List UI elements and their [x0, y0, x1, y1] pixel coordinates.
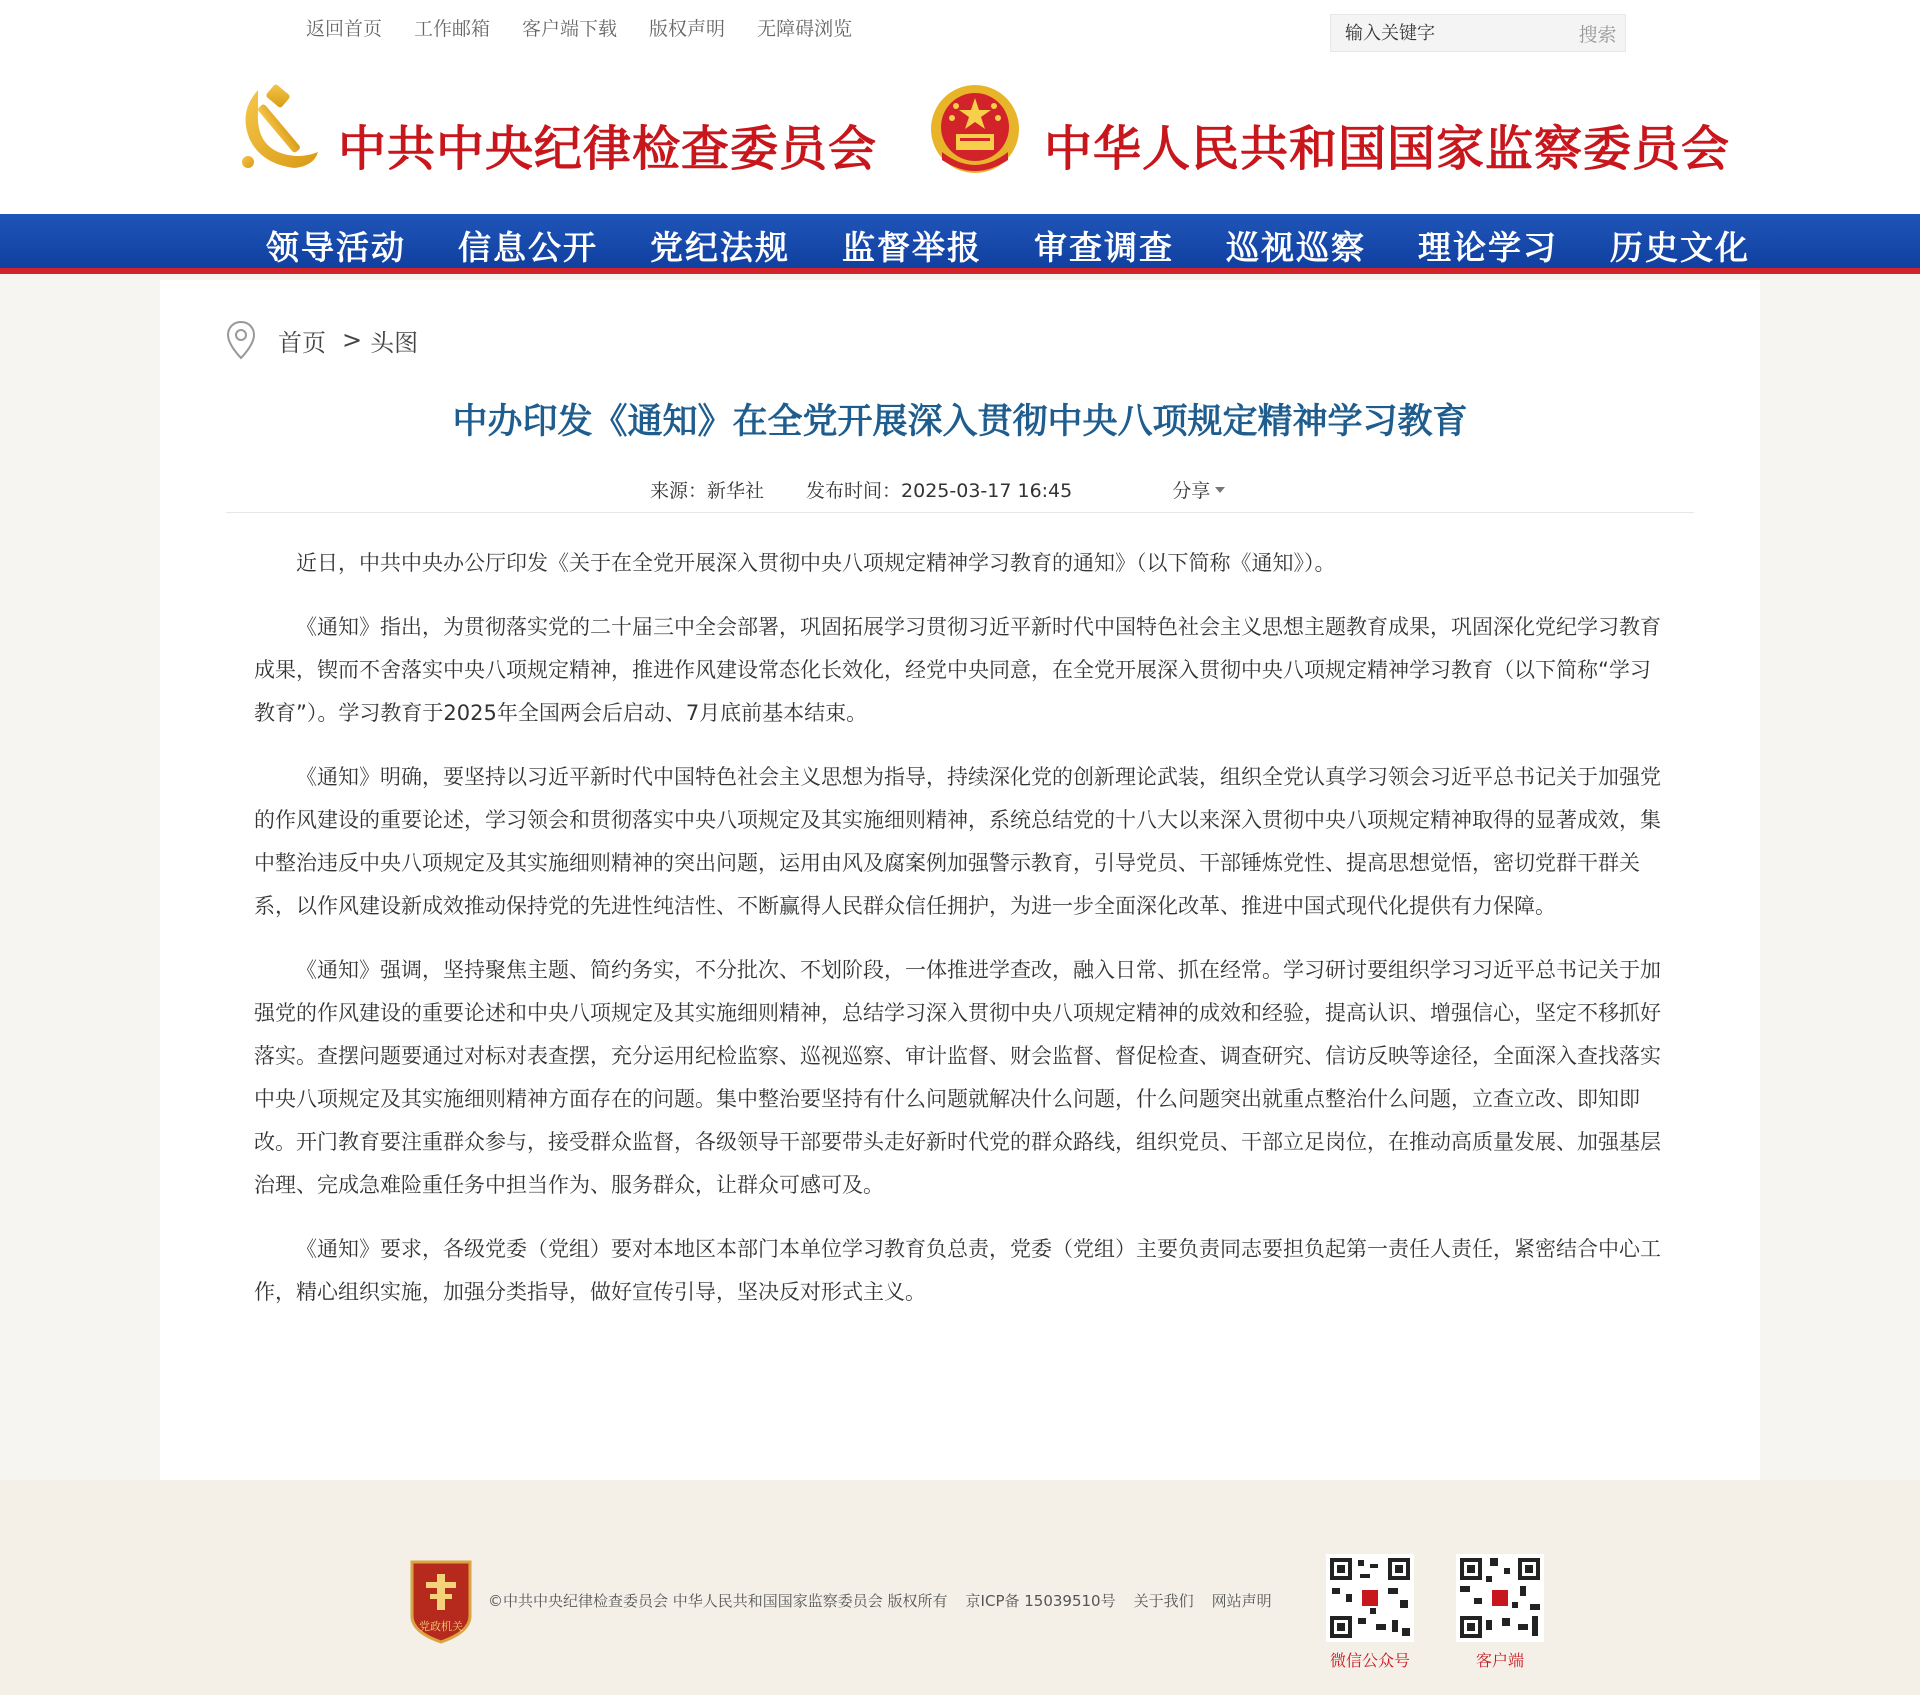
nav-item-leadership[interactable]: 领导活动: [266, 228, 406, 267]
top-link-accessibility[interactable]: 无障碍浏览: [757, 18, 853, 40]
nav-item-inspection[interactable]: 巡视巡察: [1226, 228, 1366, 267]
badge-text: 党政机关: [419, 1620, 463, 1633]
nav-item-report[interactable]: 监督举报: [842, 228, 982, 267]
breadcrumb-separator: >: [342, 326, 363, 354]
qr-label-wechat: 微信公众号: [1329, 1651, 1410, 1670]
breadcrumb: [226, 320, 418, 360]
search-button[interactable]: 搜索: [1578, 23, 1617, 46]
divider: [226, 512, 1694, 513]
nav-item-regulations[interactable]: 党纪法规: [650, 228, 790, 267]
share-button[interactable]: [1172, 476, 1225, 503]
search-box: [1330, 14, 1626, 52]
article-paragraph: 近日，中共中央办公厅印发《关于在全党开展深入贯彻中央八项规定精神学习教育的通知》（以下简称《通知》）。: [296, 551, 1336, 575]
top-links: [306, 14, 852, 41]
search-input[interactable]: [1331, 23, 1570, 44]
article-paragraph: 《通知》指出，为贯彻落实党的二十届三中全会部署，巩固拓展学习贯彻习近平新时代中国特色社会主义思想主题教育成果，巩固深化党纪学习教育成果，锲而不舍落实中央八项规定精神，推进作风建设常态化长效化，经党中央同意，在全党开展深入贯彻中央八项规定精神学习教育（以下简称“学习教育”）。学习教育于2025年全国两会后启动、7月底前基本结束。: [254, 615, 1661, 725]
top-link-mail[interactable]: 工作邮箱: [414, 18, 491, 40]
qr-label-app: 客户端: [1475, 1651, 1524, 1670]
nav-item-investigation[interactable]: 审查调查: [1034, 228, 1174, 267]
nav-item-theory[interactable]: 理论学习: [1418, 228, 1558, 267]
article-date: 发布时间：2025-03-17 16:45: [806, 480, 1073, 502]
top-link-home[interactable]: 返回首页: [306, 18, 383, 40]
article-title: 中办印发《通知》在全党开展深入贯彻中央八项规定精神学习教育: [452, 402, 1468, 442]
breadcrumb-current[interactable]: 头图: [370, 328, 419, 357]
article-meta: [650, 476, 1225, 503]
wechat-qr-icon: [1326, 1554, 1414, 1642]
article-paragraph: 《通知》强调，坚持聚焦主题、简约务实，不分批次、不划阶段，一体推进学查改，融入日常、抓在经常。学习研讨要组织学习习近平总书记关于加强党的作风建设的重要论述和中央八项规定及其实施细则精神，总结学习深入贯彻中央八项规定精神的成效和经验，提高认识、增强信心，坚定不移抓好落实。查摆问题要通过对标对表查摆，充分运用纪检监察、巡视巡察、审计监督、财会监督、督促检查、调查研究、信访反映等途径，全面深入查找落实中央八项规定及其实施细则精神方面存在的问题。集中整治要坚持有什么问题就解决什么问题，什么问题突出就重点整治什么问题，立查立改、即知即改。开门教育要注重群众参与，接受群众监督，各级领导干部要带头走好新时代党的群众路线，组织党员、干部立足岗位，在推动高质量发展、加强基层治理、完成急难险重任务中担当作为、服务群众，让群众可感可及。: [254, 958, 1661, 1197]
national-emblem-icon: [928, 82, 1022, 180]
party-emblem-icon: [228, 82, 320, 174]
location-pin-icon: [226, 320, 256, 360]
top-link-download[interactable]: 客户端下载: [522, 18, 618, 40]
article-container: [160, 280, 1760, 1480]
article-paragraph: 《通知》要求，各级党委（党组）要对本地区本部门本单位学习教育负总责，党委（党组）主要负责同志要担负起第一责任人责任，紧密结合中心工作，精心组织实施，加强分类指导，做好宣传引导，坚决反对形式主义。: [254, 1237, 1661, 1304]
footer-text: [488, 1590, 1272, 1611]
article-paragraph: 《通知》明确，要坚持以习近平新时代中国特色社会主义思想为指导，持续深化党的创新理论武装，组织全党认真学习领会习近平总书记关于加强党的作风建设的重要论述，学习领会和贯彻落实中央八项规定及其实施细则精神，系统总结党的十八大以来深入贯彻中央八项规定精神取得的显著成效，集中整治违反中央八项规定及其实施细则精神的突出问题，运用由风及腐案例加强警示教育，引导党员、干部锤炼党性、提高思想觉悟，密切党群干群关系，以作风建设新成效推动保持党的先进性纯洁性、不断赢得人民群众信任拥护，为进一步全面深化改革、推进中国式现代化提供有力保障。: [254, 765, 1661, 918]
footer: [0, 1480, 1920, 1695]
commission-title-right: 中华人民共和国国家监察委员会: [1044, 121, 1731, 177]
app-qr-icon: [1456, 1554, 1544, 1642]
statement-link[interactable]: 网站声明: [1211, 1592, 1272, 1610]
share-label: 分享: [1172, 480, 1211, 502]
nav-item-disclosure[interactable]: 信息公开: [458, 228, 598, 267]
nav-item-history[interactable]: 历史文化: [1610, 228, 1750, 267]
commission-title-left: 中共中央纪律检查委员会: [338, 121, 878, 177]
icp-text[interactable]: 京ICP备 15039510号: [965, 1592, 1116, 1610]
breadcrumb-home[interactable]: 首页: [278, 328, 326, 357]
top-link-copyright[interactable]: 版权声明: [649, 18, 726, 40]
chevron-down-icon: [1215, 487, 1225, 493]
about-link[interactable]: 关于我们: [1133, 1592, 1194, 1610]
article-body: [254, 542, 1664, 1335]
government-badge-icon[interactable]: [406, 1558, 476, 1644]
article-source: 来源：新华社: [650, 480, 765, 502]
main-nav: [0, 214, 1920, 274]
copyright-text: ©中共中央纪律检查委员会 中华人民共和国国家监察委员会 版权所有: [488, 1592, 948, 1610]
